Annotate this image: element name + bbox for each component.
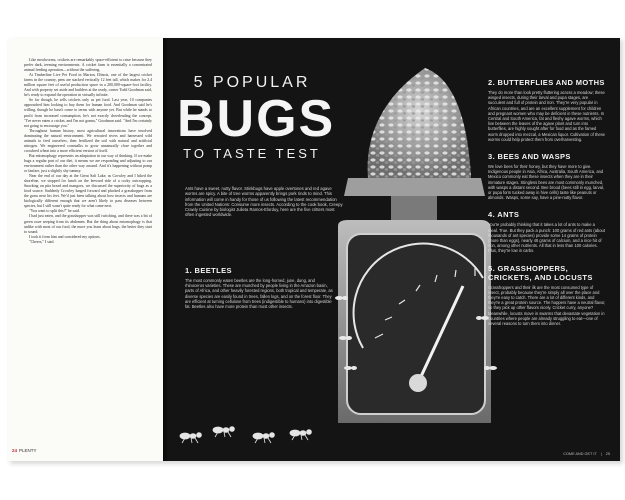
dial-hub [409,374,427,392]
title-line-1: 5 POPULAR [193,74,311,91]
scale-body [338,220,491,423]
article-body [24,58,152,245]
section-heading: 1. BEETLES [185,266,232,275]
article-paragraph: So far though, he sells crickets only as pet food. Last year, 10 companies approached him looking to buy them for human food. And Goodman said he's willing, though he hasn't come to terms with anyone yet. But while he stands to profit from increased consumption, he's not exactly cheerleading the concept. "I've never eaten a cricket, and I'm not gonna," Goodman said. "And I'm certainly not going to encourage you." [24,98,152,128]
section-body: We love bees for their honey, but they have more to give. Indigenous people in Asia, Africa, Australia, South America, and Mexico commonly eat these insects when they are in their immature stages. Stingless bees are most commonly munched, with wasps a distant second. Bee brood (bees still in egg, larval, or pupa form tucked away in hive cells) taste like peanuts or almonds. Wasps, some say, have a pine-nutty flavor. [488,164,605,201]
section-butterflies-moths [488,78,606,142]
folio-separator: | [600,452,602,456]
article-paragraph: "Cheers," I said. [29,239,55,244]
section-beetles [185,266,335,309]
section-heading: 3. BEES AND WASPS [488,152,571,162]
section-bees-wasps [488,152,606,200]
article-paragraph: At Timberline Live Pet Food in Marion, Illinois, one of the largest cricket farms in the country, pens are stacked vertically 12 feet tall, which makes for 2.4 million square feet of useful production space in a 200,000-square-foot facility. And with property set aside and builders at the ready, owner Todd Goodman said, he's ready to expand the operation in virtually infinite. [24,73,152,98]
page-number-right: 25 [605,452,610,456]
section-heading: 5. GRASSHOPPERS, CRICKETS, AND LOCUSTS [488,263,593,282]
article-paragraph: Near the end of our day at the Great Salt Lake, as Crowley and I hiked the shoreline, we stopped for lunch on the leeward side of a rocky outcropping. Snacking on pita bread and mangoes, we discussed the superiority of bugs as a food source. Suddenly Crowley lunged forward and plucked a grasshopper from the grass near his feet. We'd just been talking about how insects and humans are biologically different enough that we aren't likely to pass diseases between species, but I still wasn't quite ready for what came next. [24,174,152,209]
section-ants [488,210,606,253]
section-heading: 2. BUTTERFLIES AND MOTHS [488,78,605,87]
left-page [8,38,163,461]
title-line-3: TO TASTE TEST [183,146,321,161]
article-paragraph: I took it from him and considered my options. [29,234,101,239]
section-body: They do more than look pretty fluttering across a meadow; these winged insects, during their larval and pupa stages, are succulent and full of protein and iron. They're very popular in African countries, and are an excellent supplement for children and pregnant women who may be deficient in these nutrients. In Central and South America, fat and fleshy agave worms, which live between the leaves of the agave plant and turn into butterflies, are highly sought after for food and as the famed worm dropped into mezcal, a Mexican liquor. Cultivation of these worms could help protect them from overharvesting. [488,90,605,142]
article-paragraph: Like mealworms, crickets are remarkably space-efficient to raise because they prefer dark, teeming environments. A cricket farm is essentially a concentrated animal feeding operation—without the suffering. [24,58,152,73]
right-folio [563,452,610,456]
magazine-name: PLENTY [19,448,37,453]
scale-platform [344,178,485,226]
article-paragraph: I had just eaten, and the grasshopper was still twitching, and there was a bit of green ooze seeping from its abdomen. But the thing about entomophagy is that unlike with most of our food, the more you learn about bugs, the better they start to sound. [24,214,152,234]
section-heading: 4. ANTS [488,210,520,220]
article-paragraph: Throughout human history, most agricultural innovations have involved dominating the natural environment. We rerouted rivers and harnessed wild animals to feed ourselves, then fertilized the soil with natural and artificial nitrogen. We engineered cornstalks to grow unnaturally close together and crossbred wheat into a more efficient version of itself. [24,128,152,153]
title-line-2: BUGS [177,90,336,148]
right-page [163,38,620,461]
article-paragraph: "You want to split this?" he said. [29,209,80,214]
folio-section-title: COME AND GET IT [563,452,597,456]
left-folio [12,448,37,453]
article-paragraph: But entomophagy represents an adaptation in our way of thinking. If we make bugs a regular part of our diet, it means we are responding and adjusting to our environment rather than the other way around. And it's happening without pomp or fanfare, just a slightly shy tummy. [24,153,152,174]
feature-title [177,74,336,161]
marching-ants [180,427,311,443]
section-grasshoppers [488,264,606,327]
section-body: Grasshoppers and their ilk are the most consumed type of insect, probably because they're simply all over the place and they're easy to catch. There are a lot of different kinds, and they're a great protein source. The hoppers have a neutral flavor, so they pick up other flavors nicely. Cricket curry, anyone? Meanwhile, locusts move in swarms that devastate vegetation in countries where people are already struggling to eat—one of several reasons to turn them into dinner. [488,284,606,327]
page-number-left: 24 [12,448,18,453]
section-body: The most commonly eaten beetles are the long-horned, june, dung, and rhinoceros varieties. These are munched by people living in the Amazon basin, parts of Africa, and other heavily forested regions, both tropical and temperate, as diverse species are easily found in trees, fallen logs, and on the forest floor. They are efficient at turning cellulose from trees (indigestible to humans) into digestible fat. Beetles also have more protein than most other insects. [185,278,333,310]
bug-pile [368,68,471,178]
feature-intro: Ants have a sweet, nutty flavor. Stinkbugs have apple overtones and red agave worms are spicy. A bite of tree worms apparently brings pork rinds to mind. This information will come in handy for those of us following the latest recommendation from the United Nations: Consume more insects. According to the cook book, Creepy Crawly Cuisine by biologist Julieta Ramos-Elorduy, here are the five critters most often ingested worldwide. [185,186,343,218]
page-gutter [163,38,169,461]
section-body: You're probably thinking that it takes a lot of ants to make a meal. True. But they pack a punch: 100 grams of red ants (about thousands of ant species) provide some 14 grams of protein (more than eggs), nearly 48 grams of calcium, and a nice hit of iron, among other nutrients. All that in less than 100 calories. Plus, they're low in carbs. [488,222,605,254]
right-column [488,78,606,336]
